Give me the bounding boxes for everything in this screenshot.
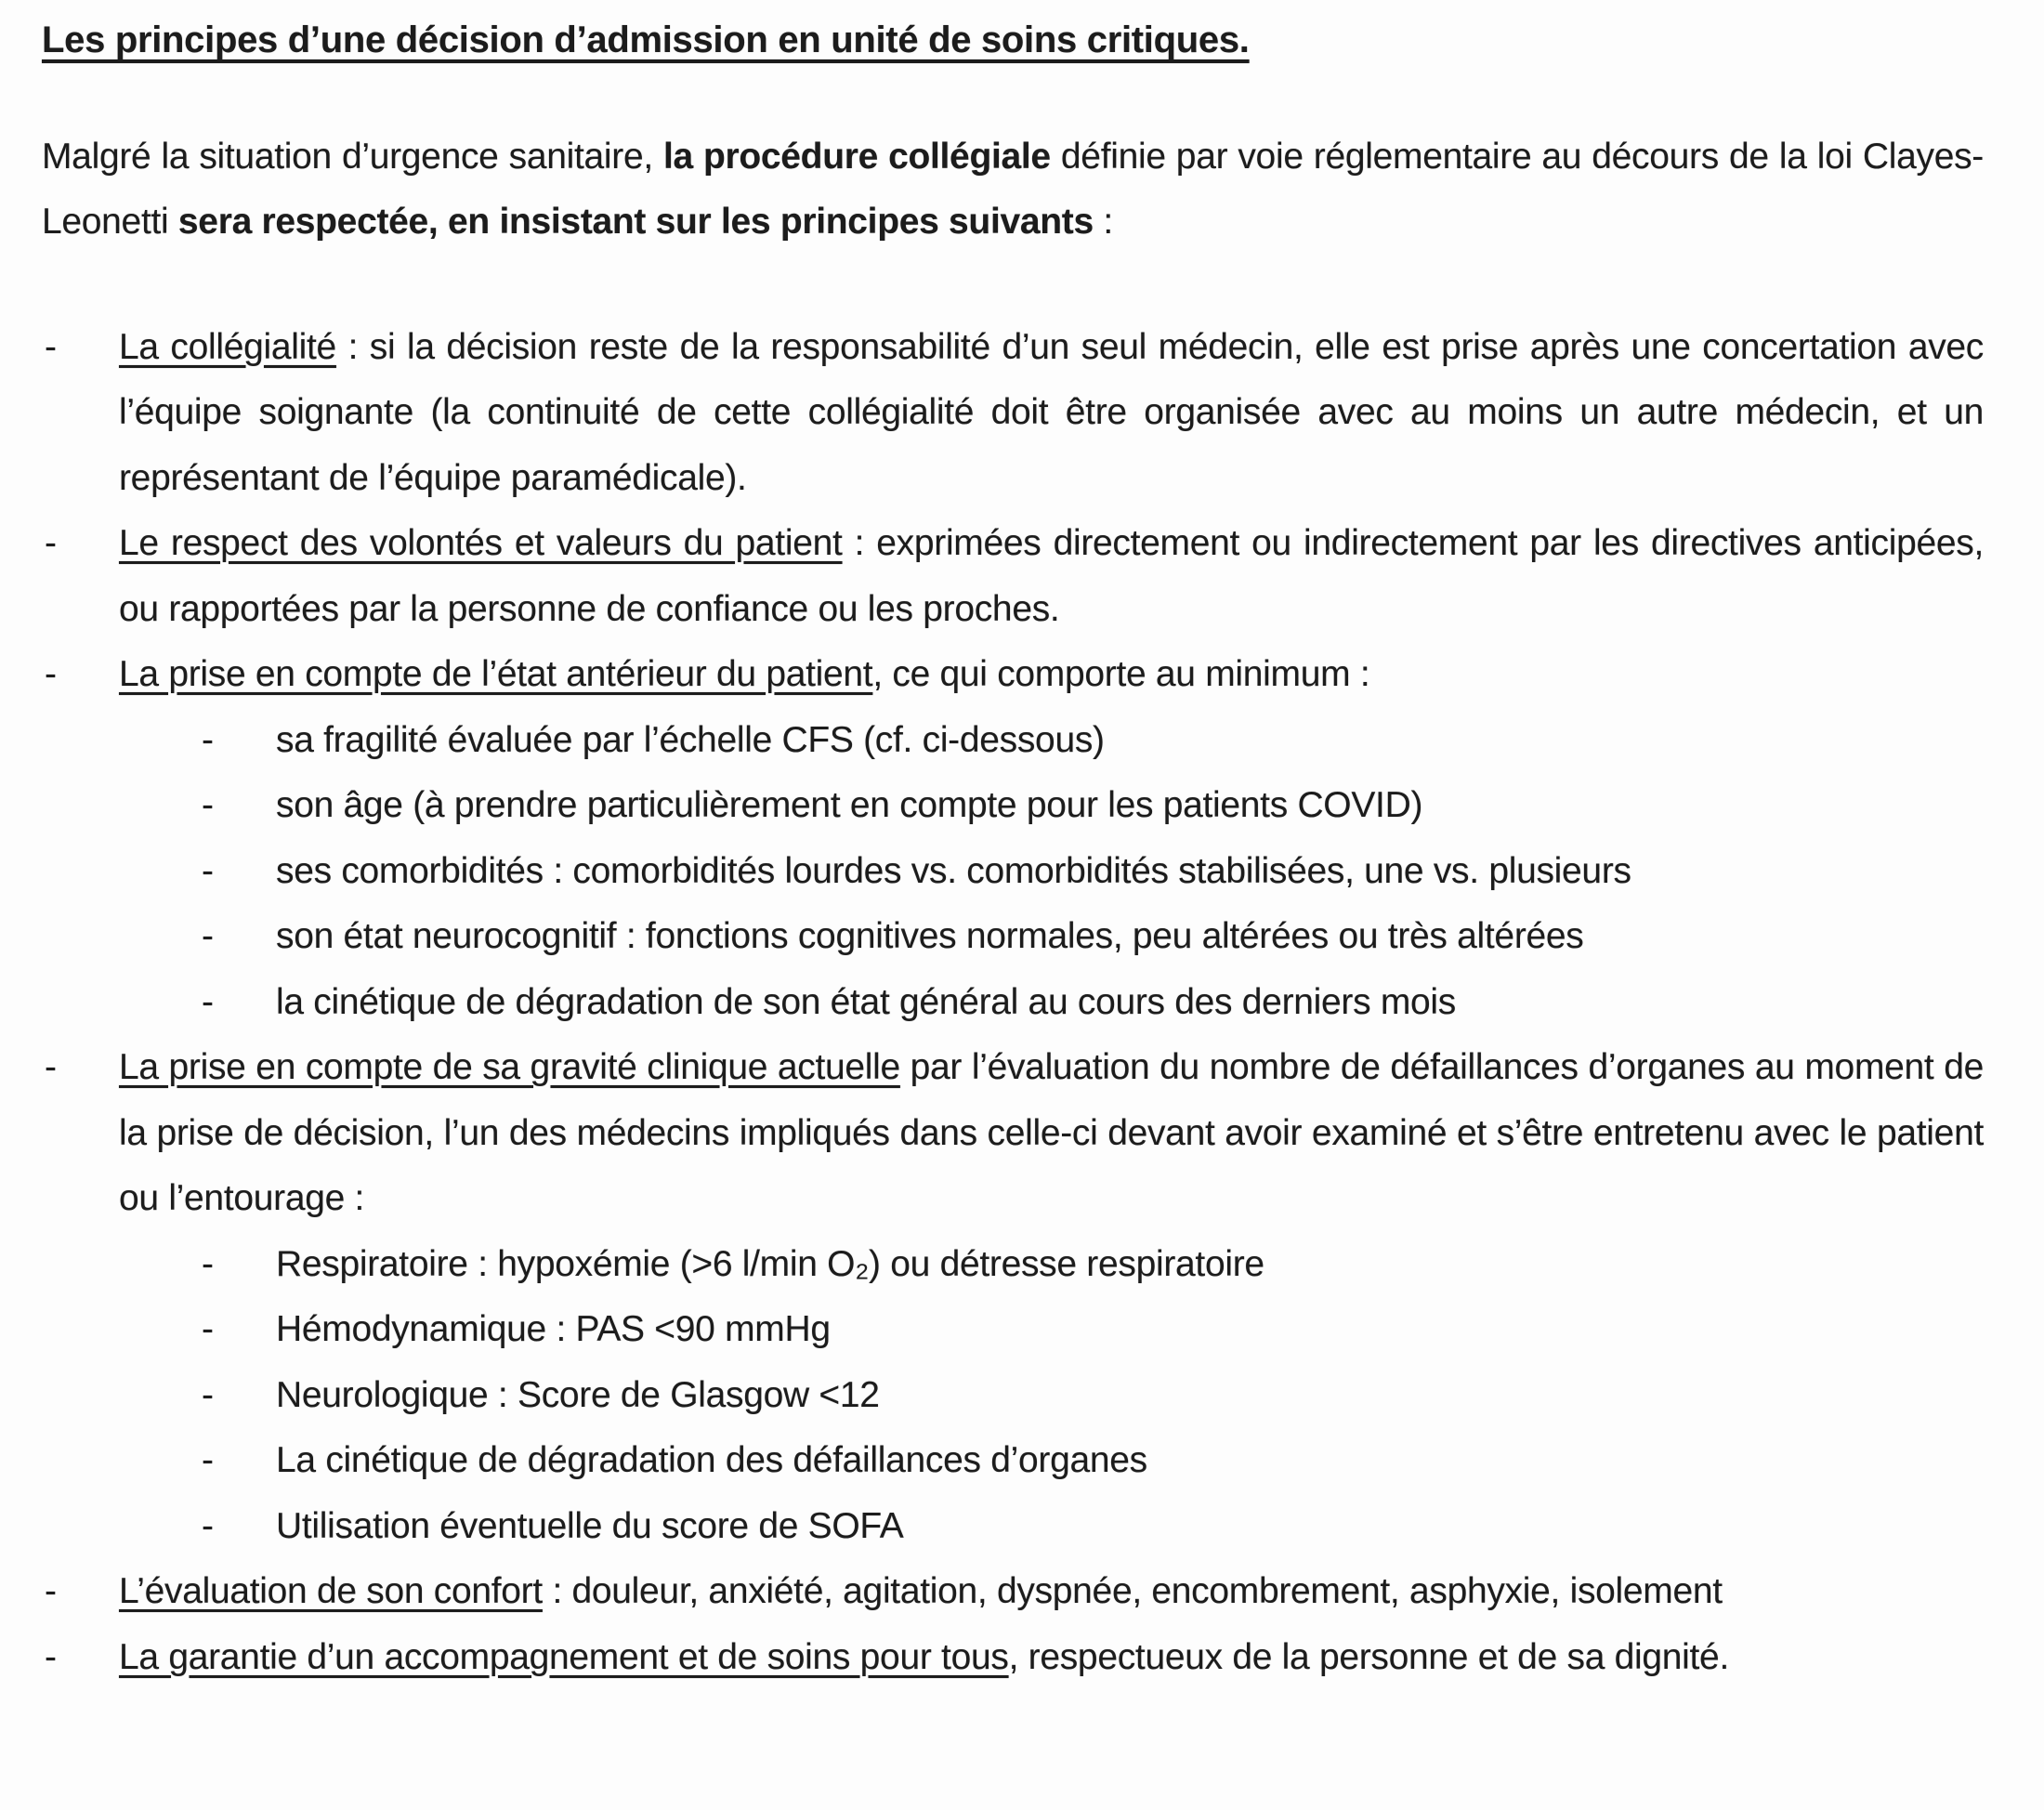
sub-item-score-sofa	[42, 1494, 1984, 1560]
bullet-lead: La prise en compte de l’état antérieur du patient	[119, 654, 873, 694]
sub-text: son âge (à prendre particulièrement en compte pour les patients COVID)	[276, 785, 1423, 825]
sub-marker: -	[202, 1440, 214, 1480]
bullet-rest: : douleur, anxiété, agitation, dyspnée, encombrement, asphyxie, isolement	[542, 1571, 1723, 1611]
intro-run: Malgré la situation d’urgence sanitaire,	[42, 136, 663, 177]
bullet-marker: -	[45, 1047, 57, 1087]
sub-text: Neurologique : Score de Glasgow <12	[276, 1374, 880, 1415]
sub-item-fragilite	[42, 708, 1984, 774]
sub-marker: -	[202, 850, 214, 891]
sub-item-hemodynamique	[42, 1297, 1984, 1363]
bullet-marker: -	[45, 1571, 57, 1611]
sub-text: sa fragilité évaluée par l’échelle CFS (cf. ci-dessous)	[276, 719, 1105, 760]
sub-list-etat-anterieur	[42, 708, 1984, 1036]
bullet-item-evaluation-confort	[42, 1559, 1984, 1625]
sub-text: la cinétique de dégradation de son état général au cours des derniers mois	[276, 981, 1456, 1022]
bullet-marker: -	[45, 523, 57, 563]
sub-marker: -	[202, 1374, 214, 1415]
sub-item-neurologique	[42, 1363, 1984, 1429]
bullet-marker: -	[45, 1636, 57, 1677]
sub-marker: -	[202, 1309, 214, 1349]
sub-text: La cinétique de dégradation des défaillances d’organes	[276, 1440, 1147, 1480]
bullet-item-gravite-clinique	[42, 1035, 1984, 1232]
bullet-text	[119, 1625, 1984, 1691]
page-title: Les principes d’une décision d’admission en unité de soins critiques.	[42, 20, 1250, 60]
bullet-lead: La collégialité	[119, 326, 336, 367]
sub-text: Utilisation éventuelle du score de SOFA	[276, 1505, 904, 1546]
sub-marker: -	[202, 1505, 214, 1546]
intro-bold-procedure-collegiale: la procédure collégiale	[662, 136, 1051, 177]
sub-item-cinetique-etat-general	[42, 970, 1984, 1036]
bullet-item-etat-anterieur	[42, 642, 1984, 708]
bullet-text	[119, 1035, 1984, 1232]
bullet-lead: La prise en compte de sa gravité clinique actuelle	[119, 1047, 900, 1087]
sub-marker: -	[202, 785, 214, 825]
bullet-lead: L’évaluation de son confort	[119, 1571, 543, 1611]
bullet-rest: , respectueux de la personne et de sa dignité.	[1008, 1636, 1729, 1677]
bullet-item-respect-volontes	[42, 511, 1984, 642]
bullet-marker: -	[45, 326, 57, 367]
sub-marker: -	[202, 1243, 214, 1284]
intro-run: définie par voie réglementaire au décours de la loi Clayes-Leonetti	[42, 136, 1984, 242]
bullet-marker: -	[45, 654, 57, 694]
bullet-text	[119, 511, 1984, 642]
sub-item-cinetique-defaillances	[42, 1428, 1984, 1494]
bullet-lead: La garantie d’un accompagnement et de soins pour tous	[119, 1636, 1009, 1677]
sub-marker: -	[202, 981, 214, 1022]
sub-marker: -	[202, 719, 214, 760]
sub-list-gravite-clinique	[42, 1232, 1984, 1560]
bullet-rest: : exprimées directement ou indirectement par les directives anticipées, ou rapportées par la personne de confiance ou les proches.	[119, 523, 1984, 629]
sub-text: Hémodynamique : PAS <90 mmHg	[276, 1309, 831, 1349]
sub-item-comorbidites	[42, 839, 1984, 905]
bullet-text	[119, 315, 1984, 512]
intro-bold-sera-respectee: sera respectée, en insistant sur les principes suivants	[177, 202, 1094, 242]
bullet-list	[42, 315, 1984, 1691]
sub-marker: -	[202, 916, 214, 956]
sub-item-age	[42, 773, 1984, 839]
bullet-item-collegialite	[42, 315, 1984, 512]
sub-item-neurocognitif	[42, 904, 1984, 970]
bullet-rest: : si la décision reste de la responsabilité d’un seul médecin, elle est prise après une concertation avec l’équipe soignante (la continuité de cette collégialité doit être organisée avec au moins un autre médecin, et un représentant de l’équipe paramédicale).	[119, 326, 1984, 498]
sub-item-respiratoire	[42, 1232, 1984, 1298]
bullet-item-garantie-accompagnement	[42, 1625, 1984, 1691]
sub-text: son état neurocognitif : fonctions cognitives normales, peu altérées ou très altérées	[276, 916, 1584, 956]
intro-run: :	[1093, 202, 1113, 242]
bullet-text	[119, 1559, 1984, 1625]
intro-paragraph	[42, 125, 1984, 256]
bullet-text	[119, 642, 1984, 708]
sub-text: Respiratoire : hypoxémie (>6 l/min O₂) ou détresse respiratoire	[276, 1243, 1264, 1284]
bullet-lead: Le respect des volontés et valeurs du patient	[119, 523, 843, 563]
bullet-rest: , ce qui comporte au minimum :	[872, 654, 1370, 694]
bullet-rest: par l’évaluation du nombre de défaillances d’organes au moment de la prise de décision, l’un des médecins impliqués dans celle-ci devant avoir examiné et s’être entretenu avec le patient ou l’entourage :	[119, 1047, 1984, 1218]
sub-text: ses comorbidités : comorbidités lourdes vs. comorbidités stabilisées, une vs. plusieurs	[276, 850, 1631, 891]
